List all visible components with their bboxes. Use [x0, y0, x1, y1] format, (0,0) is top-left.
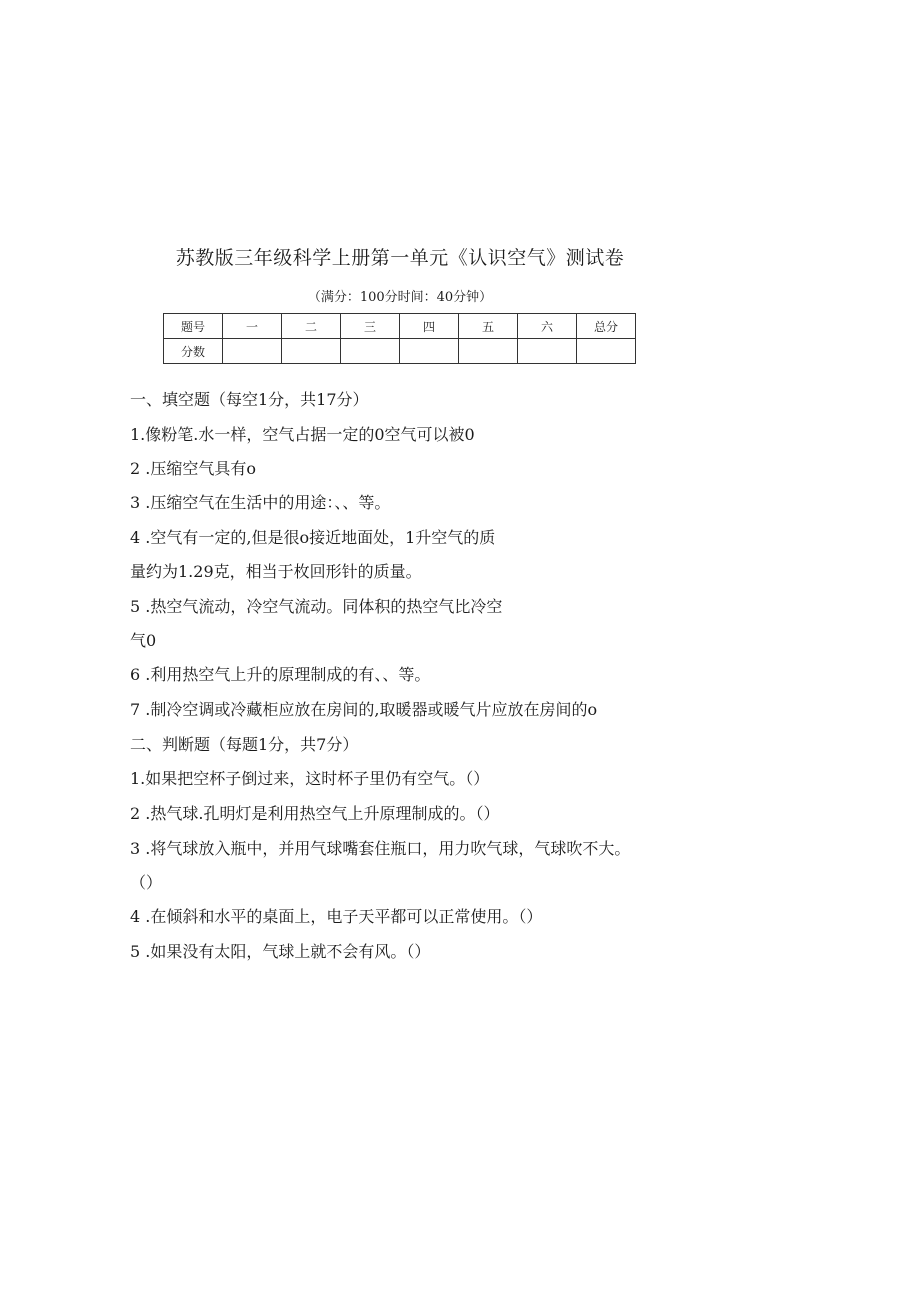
score-input-cell[interactable] — [282, 339, 341, 364]
score-table-header-row — [164, 314, 636, 339]
score-input-cell[interactable] — [518, 339, 577, 364]
question-line: 气0 — [130, 631, 157, 650]
question-line: 6 .利用热空气上升的原理制成的有、、等。 — [130, 665, 431, 684]
score-table-cell: 四 — [400, 314, 459, 339]
score-table-cell: 题号 — [164, 314, 223, 339]
question-line: （） — [130, 873, 163, 892]
question-line: 5 .热空气流动，冷空气流动。同体积的热空气比冷空 — [130, 597, 503, 616]
question-line: 1.如果把空杯子倒过来，这时杯子里仍有空气。（） — [130, 769, 490, 788]
question-line: 7 .制冷空调或冷藏柜应放在房间的,取暖器或暖气片应放在房间的o — [130, 700, 598, 719]
score-table-cell: 五 — [459, 314, 518, 339]
score-table-score-row — [164, 339, 636, 364]
question-line: 1.像粉笔.水一样，空气占据一定的0空气可以被0 — [130, 425, 475, 444]
exam-info: （满分：100分时间：40分钟） — [307, 290, 493, 305]
score-input-cell[interactable] — [459, 339, 518, 364]
score-table-cell: 总分 — [577, 314, 636, 339]
section2-heading: 二、判断题（每题1分，共7分） — [130, 735, 359, 754]
score-input-cell[interactable] — [577, 339, 636, 364]
score-table-cell: 六 — [518, 314, 577, 339]
page-title: 苏教版三年级科学上册第一单元《认识空气》测试卷 — [175, 247, 625, 269]
question-line: 2 .压缩空气具有o — [130, 459, 256, 478]
score-table-cell: 三 — [341, 314, 400, 339]
score-input-cell[interactable] — [223, 339, 282, 364]
score-table-cell: 分数 — [164, 339, 223, 364]
score-table-cell: 二 — [282, 314, 341, 339]
score-table — [163, 313, 636, 364]
question-line: 5 .如果没有太阳，气球上就不会有风。（） — [130, 942, 431, 961]
question-line: 量约为1.29克，相当于枚回形针的质量。 — [130, 562, 422, 581]
section1-heading: 一、填空题（每空1分，共17分） — [130, 390, 369, 409]
question-line: 2 .热气球.孔明灯是利用热空气上升原理制成的。（） — [130, 804, 500, 823]
question-line: 3 .将气球放入瓶中，并用气球嘴套住瓶口，用力吹气球，气球吹不大。 — [130, 839, 631, 858]
question-line: 4 .空气有一定的,但是很o接近地面处，1升空气的质 — [130, 528, 496, 547]
score-input-cell[interactable] — [341, 339, 400, 364]
score-table-cell: 一 — [223, 314, 282, 339]
question-line: 3 .压缩空气在生活中的用途：、、等。 — [130, 493, 391, 512]
question-line: 4 .在倾斜和水平的桌面上，电子天平都可以正常使用。（） — [130, 907, 543, 926]
score-input-cell[interactable] — [400, 339, 459, 364]
